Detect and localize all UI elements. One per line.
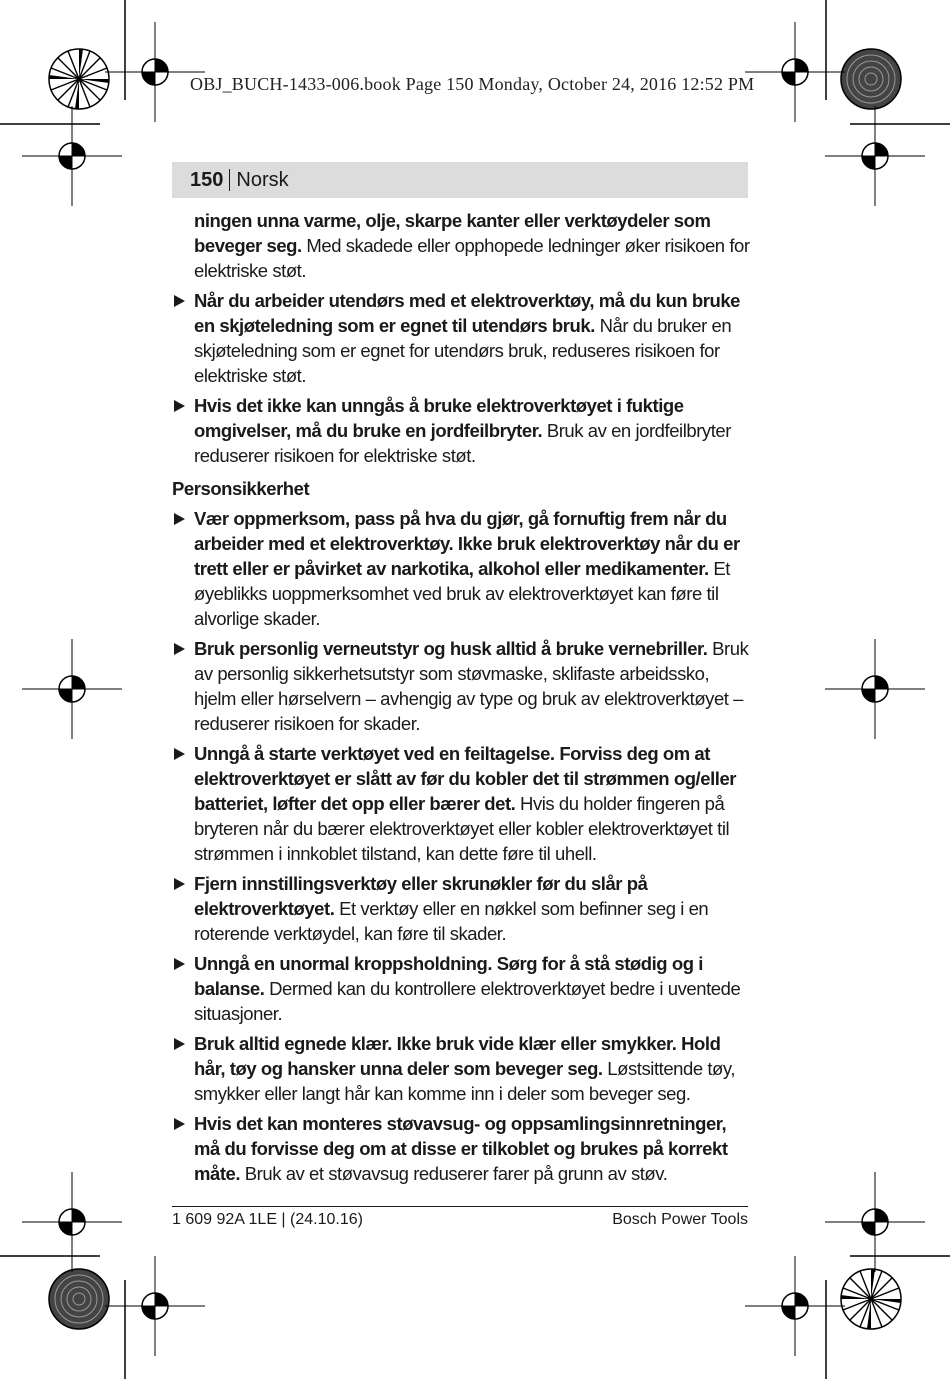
list-item: [172, 288, 750, 388]
list-item: [172, 1031, 750, 1106]
page-number: 150: [190, 168, 224, 191]
triangle-bullet-icon: [174, 643, 185, 655]
item-bold-text: Hvis det ikke kan unngås å bruke elektroverktøyet i fuktige omgivelser, må du bruke en jordfeilbryter.: [194, 395, 684, 441]
item-text: Bruk av et støvavsug reduserer farer på grunn av støv.: [240, 1163, 668, 1184]
triangle-bullet-icon: [174, 958, 185, 970]
triangle-bullet-icon: [174, 295, 185, 307]
item-text: Bruk av personlig sikkerhetsutstyr som støvmaske, sklifaste arbeidssko, hjelm eller hørselvern – avhengig av type og bruk av elektroverktøyet – reduserer risikoen for skader.: [194, 638, 749, 734]
triangle-bullet-icon: [174, 1038, 185, 1050]
item-bold-text: Når du arbeider utendørs med et elektroverktøy, må du kun bruke en skjøteledning som er egnet til utendørs bruk.: [194, 290, 740, 336]
list-item: [172, 393, 750, 468]
page-language: Norsk: [236, 168, 289, 191]
footer-brand: Bosch Power Tools: [612, 1211, 748, 1228]
list-item: [172, 871, 750, 946]
triangle-bullet-icon: [174, 513, 185, 525]
header-divider: [229, 169, 230, 191]
intro-text: Med skadede eller opphopede ledninger øker risikoen for elektriske støt.: [194, 235, 750, 281]
list-item: [172, 741, 750, 866]
item-bold-text: Vær oppmerksom, pass på hva du gjør, gå fornuftig frem når du arbeider med et elektroverktøy. Ikke bruk elektroverktøy når du er trett eller er påvirket av narkotika, alkohol eller medikamenter.: [194, 508, 740, 579]
item-bold-text: Unngå å starte verktøyet ved en feiltagelse. Forviss deg om at elektroverktøyet er slått av før du kobler det til strømmen og/eller batteriet, løfter det opp eller bærer det.: [194, 743, 737, 814]
list-item: [172, 951, 750, 1026]
item-text: Løstsittende tøy, smykker eller langt hår kan komme inn i deler som beveger seg.: [194, 1058, 736, 1104]
item-bold-text: Bruk alltid egnede klær. Ikke bruk vide klær eller smykker. Hold hår, tøy og hansker unna deler som beveger seg.: [194, 1033, 721, 1079]
item-text: Når du bruker en skjøteledning som er egnet for utendørs bruk, reduseres risikoen for elektriske støt.: [194, 315, 732, 386]
item-text: Et øyeblikks uoppmerksomhet ved bruk av elektroverktøyet kan føre til alvorlige skader.: [194, 558, 730, 629]
item-bold-text: Hvis det kan monteres støvavsug- og oppsamlingsinnretninger, må du forvisse deg om at disse er tilkoblet og brukes på korrekt måte.: [194, 1113, 728, 1184]
book-slug-header: OBJ_BUCH-1433-006.book Page 150 Monday, October 24, 2016 12:52 PM: [190, 74, 755, 94]
triangle-bullet-icon: [174, 1118, 185, 1130]
section-heading: Personsikkerhet: [172, 478, 310, 499]
item-text: Hvis du holder fingeren på bryteren når du bærer elektroverktøyet eller kobler elektroverktøyet til strømmen i innkoblet tilstand, kan dette føre til uhell.: [194, 793, 730, 864]
footer-rule: [172, 1206, 748, 1207]
triangle-bullet-icon: [174, 748, 185, 760]
intro-paragraph: [172, 208, 750, 283]
intro-bold-text: ningen unna varme, olje, skarpe kanter eller verktøydeler som beveger seg.: [194, 210, 711, 256]
item-bold-text: Unngå en unormal kroppsholdning. Sørg for å stå stødig og i balanse.: [194, 953, 703, 999]
page-body: [172, 208, 750, 1186]
triangle-bullet-icon: [174, 400, 185, 412]
item-text: Et verktøy eller en nøkkel som befinner seg i en roterende verktøydel, kan føre til skader.: [194, 898, 709, 944]
page-header-bar: [172, 162, 748, 198]
list-item: [172, 636, 750, 736]
list-item: [172, 506, 750, 631]
item-bold-text: Bruk personlig verneutstyr og husk alltid å bruke vernebriller.: [194, 638, 708, 659]
footer-document-id: 1 609 92A 1LE | (24.10.16): [172, 1211, 363, 1228]
item-text: Dermed kan du kontrollere elektroverktøyet bedre i uventede situasjoner.: [194, 978, 741, 1024]
list-item: [172, 1111, 750, 1186]
item-bold-text: Fjern innstillingsverktøy eller skrunøkler før du slår på elektroverktøyet.: [194, 873, 648, 919]
item-text: Bruk av en jordfeilbryter reduserer risikoen for elektriske støt.: [194, 420, 731, 466]
triangle-bullet-icon: [174, 878, 185, 890]
